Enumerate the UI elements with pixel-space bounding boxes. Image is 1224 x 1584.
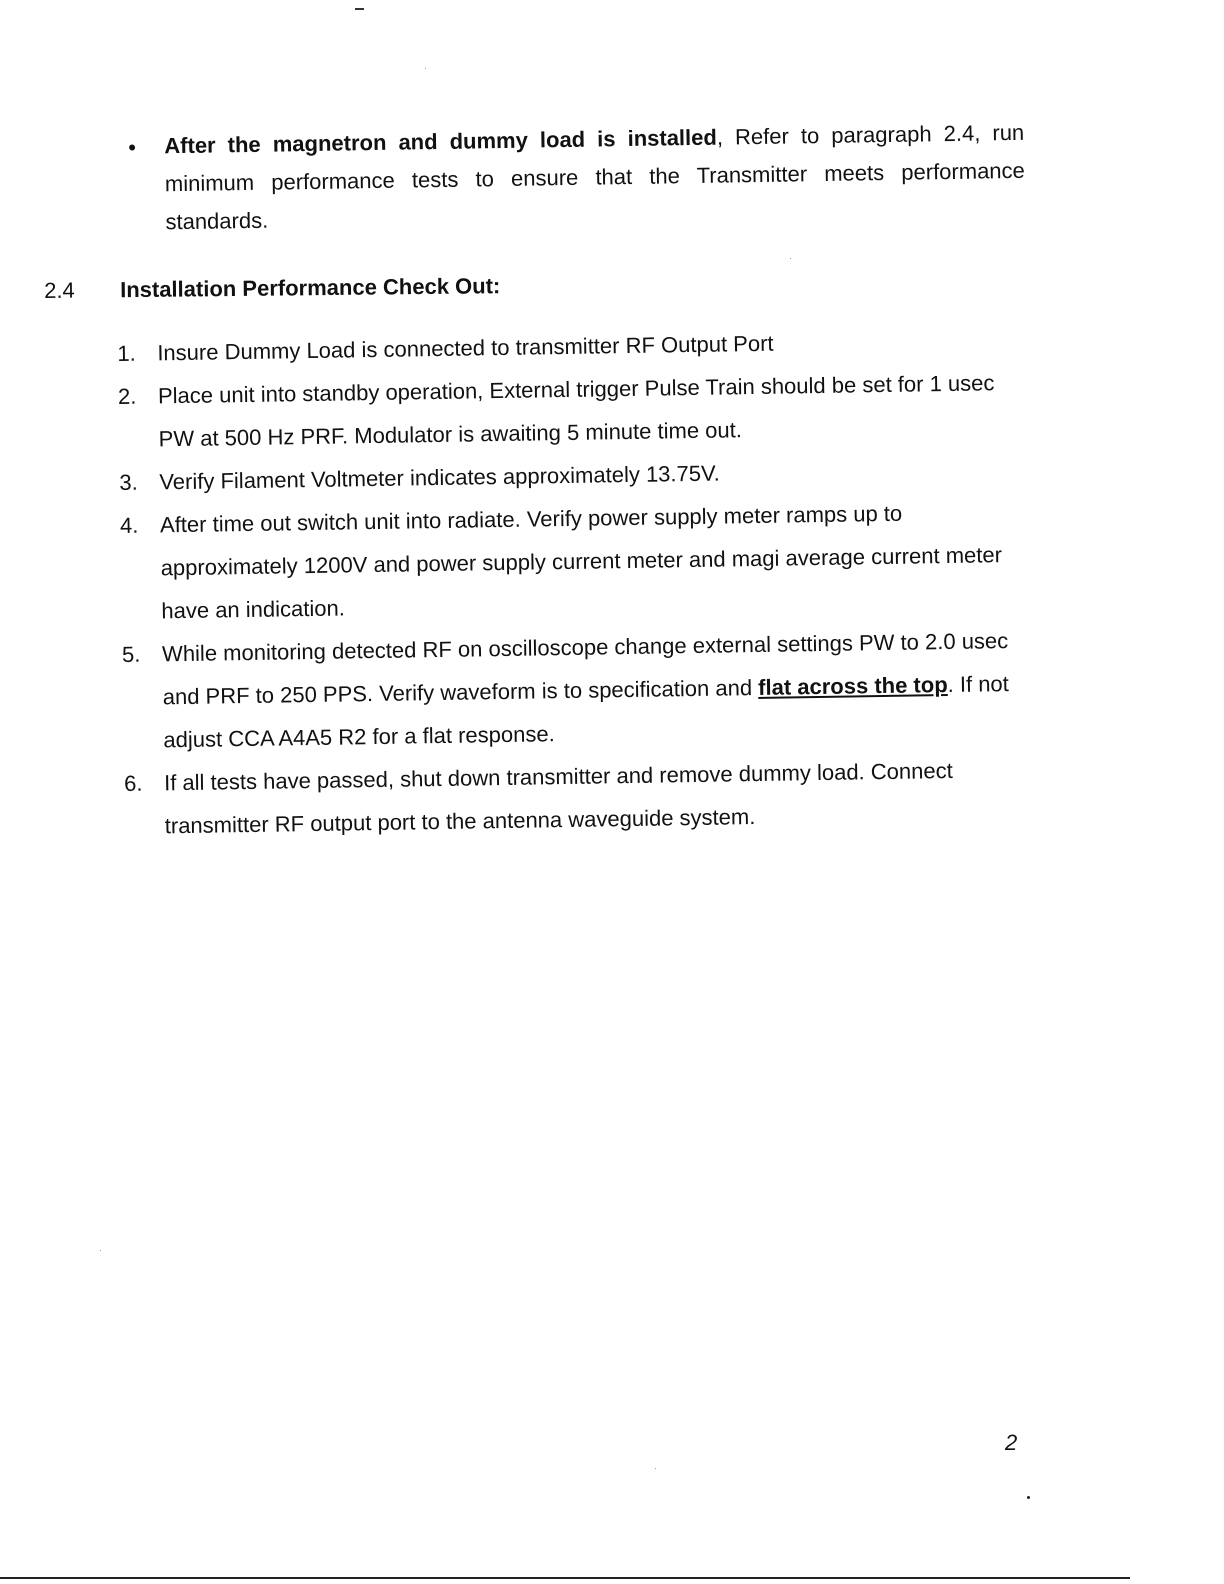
steps-list [117, 318, 1025, 848]
bullet-body: , Refer to paragraph 2.4, run minimum performance tests to ensure that the Transmitter meets performance standards. [164, 119, 1025, 235]
page-number: 2 [1005, 1430, 1018, 1455]
section-heading [44, 272, 644, 304]
bullet-lead: After the magnetron and dummy load is installed [164, 124, 718, 159]
bullet-icon: • [128, 134, 137, 160]
section-title-text: Installation Performance Check Out [119, 273, 494, 303]
step-text-after: . If not adjust CCA A4A5 R2 for a flat response. [163, 671, 1009, 753]
step-text: Place unit into standby operation, External trigger Pulse Train should be set for 1 usec PW at 500 Hz PRF. Modulator is awaiting 5 minute time out. [157, 370, 995, 452]
scan-mark [355, 8, 364, 10]
section-number: 2.4 [44, 277, 75, 303]
bullet-paragraph [120, 114, 1027, 242]
list-item [122, 619, 1024, 762]
step-text: Insure Dummy Load is connected to transmitter RF Output Port [157, 330, 774, 366]
step-text: If all tests have passed, shut down transmitter and remove dummy load. Connect transmitter RF output port to the antenna waveguide system. [163, 757, 953, 839]
step-text: Verify Filament Voltmeter indicates approximately 13.75V. [159, 460, 720, 495]
bottom-rule [0, 1577, 1130, 1579]
step-text: After time out switch unit into radiate. Verify power supply meter ramps up to approximately 1200V and power supply current meter and magi average current meter have an indication. [159, 500, 1003, 624]
section-title [120, 273, 500, 303]
list-item [120, 490, 1022, 633]
step-number: 2. [117, 383, 137, 409]
list-item [124, 748, 1025, 848]
bullet-text [164, 114, 1026, 241]
step-text-before: While monitoring detected RF on oscilloscope change external settings PW to 2.0 usec and PRF to 250 PPS. Verify waveform is to specification and [161, 628, 1009, 710]
step-number: 5. [121, 641, 141, 667]
step-number: 4. [119, 512, 139, 538]
step-text [162, 619, 1024, 761]
step-number: 1. [117, 340, 136, 366]
section-title-colon: : [492, 273, 501, 299]
scan-speck [655, 1468, 656, 1469]
scan-speck [425, 68, 426, 69]
list-item [118, 361, 1019, 461]
scan-dot [1027, 1496, 1030, 1499]
scan-speck [790, 258, 791, 259]
step-number: 3. [119, 469, 138, 495]
step-emphasis: flat across the top [757, 671, 948, 700]
step-number: 6. [123, 770, 143, 796]
scan-speck [100, 1250, 101, 1251]
